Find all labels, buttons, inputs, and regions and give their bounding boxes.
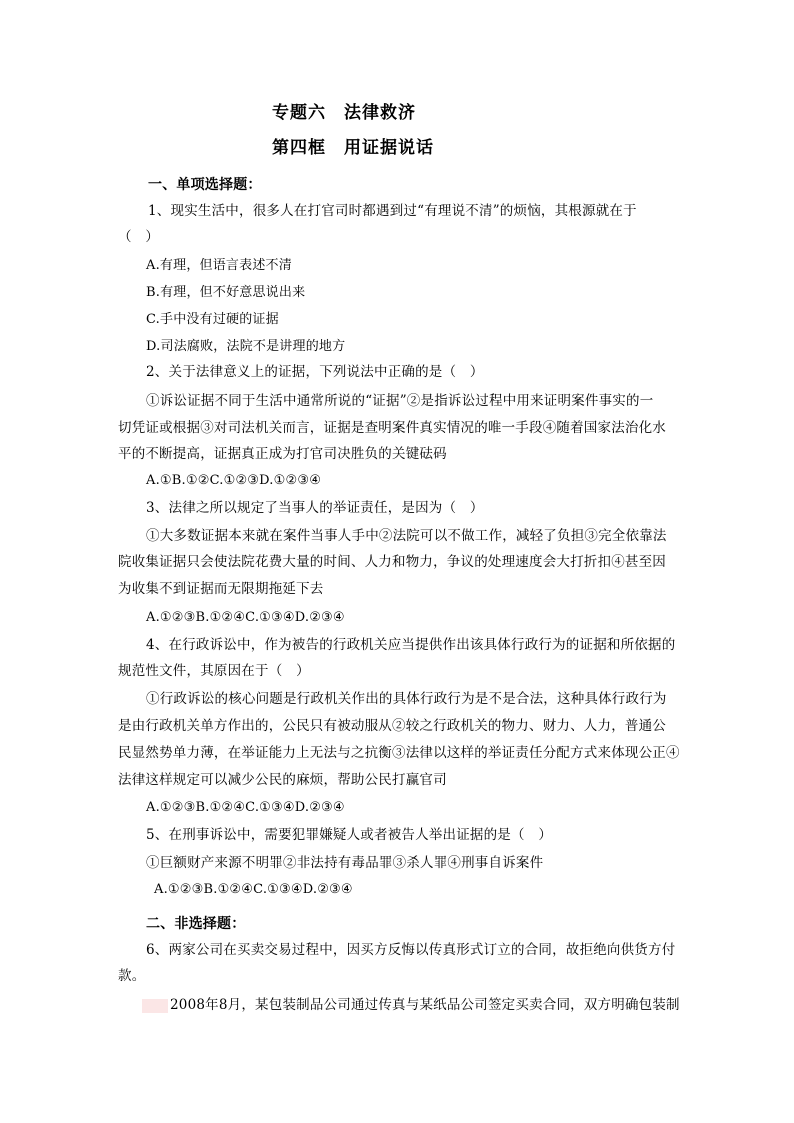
question-3-material-line-3: 为收集不到证据而无限期拖延下去 (118, 581, 324, 597)
question-4-material-line-2: 是由行政机关单方作出的，公民只有被动服从②较之行政机关的物力、财力、人力，普通公 (118, 718, 666, 734)
question-3-stem: 3、法律之所以规定了当事人的举证责任，是因为（ ） (146, 500, 484, 516)
document-subtitle: 第四框 用证据说话 (272, 138, 434, 158)
question-1-option-d: D.司法腐败，法院不是讲理的地方 (146, 339, 346, 354)
question-1-option-a: A.有理，但语言表述不清 (146, 258, 292, 273)
question-2-material-line-2: 切凭证或根据③对司法机关而言，证据是查明案件真实情况的唯一手段④随着国家法治化水 (118, 420, 666, 436)
question-1-option-c: C.手中没有过硬的证据 (146, 312, 279, 327)
question-5-choices: A.①②③B.①②④C.①③④D.②③④ (154, 882, 353, 897)
question-1-stem-line-1: 1、现实生活中，很多人在打官司时都遇到过“有理说不清”的烦恼，其根源就在于 (148, 203, 637, 219)
question-4-material-line-3: 民显然势单力薄，在举证能力上无法与之抗衡③法律以这样的举证责任分配方式来体现公正④ (118, 745, 680, 761)
question-4-material-line-4: 法律这样规定可以减少公民的麻烦，帮助公民打赢官司 (118, 772, 447, 788)
question-1-stem-line-2: （ ） (118, 229, 160, 245)
question-3-material-line-1: ①大多数证据本来就在案件当事人手中②法院可以不做工作，减轻了负担③完全依靠法 (146, 528, 667, 544)
question-5-stem: 5、在刑事诉讼中，需要犯罪嫌疑人或者被告人举出证据的是（ ） (146, 827, 553, 843)
question-4-choices: A.①②③B.①②④C.①③④D.②③④ (146, 800, 345, 815)
question-6-material-text: 2008年8月，某包装制品公司通过传真与某纸品公司签定买卖合同，双方明确包装制 (170, 997, 680, 1013)
question-2-material-line-1: ①诉讼证据不同于生活中通常所说的“证据”②是指诉讼过程中用来证明案件事实的一 (146, 393, 654, 409)
question-6-material (142, 995, 680, 1015)
question-2-choices: A.①B.①②C.①②③D.①②③④ (146, 473, 322, 488)
document-title: 专题六 法律救济 (272, 103, 416, 123)
section-heading-choice: 一、单项选择题： (148, 177, 262, 193)
question-5-material: ①巨额财产来源不明罪②非法持有毒品罪③杀人罪④刑事自诉案件 (146, 855, 544, 871)
question-1-option-b: B.有理，但不好意思说出来 (146, 285, 306, 300)
question-4-material-line-1: ①行政诉讼的核心问题是行政机关作出的具体行政行为是不是合法，这种具体行政行为 (146, 691, 667, 707)
question-6-stem-line-1: 6、两家公司在买卖交易过程中，因买方反悔以传真形式订立的合同，故拒绝向供货方付 (146, 942, 676, 958)
section-heading-nonchoice: 二、非选择题： (146, 916, 246, 932)
question-3-choices: A.①②③B.①②④C.①③④D.②③④ (146, 610, 345, 625)
highlight-mark (142, 999, 168, 1013)
question-3-material-line-2: 院收集证据只会使法院花费大量的时间、人力和物力，争议的处理速度会大打折扣④甚至因 (118, 554, 666, 570)
question-6-stem-line-2: 款。 (118, 968, 146, 984)
question-4-stem-line-1: 4、在行政诉讼中，作为被告的行政机关应当提供作出该具体行政行为的证据和所依据的 (146, 637, 676, 653)
question-4-stem-line-2: 规范性文件，其原因在于（ ） (118, 663, 310, 679)
question-2-material-line-3: 平的不断提高，证据真正成为打官司决胜负的关键砝码 (118, 446, 447, 462)
question-2-stem: 2、关于法律意义上的证据，下列说法中正确的是（ ） (146, 364, 484, 380)
